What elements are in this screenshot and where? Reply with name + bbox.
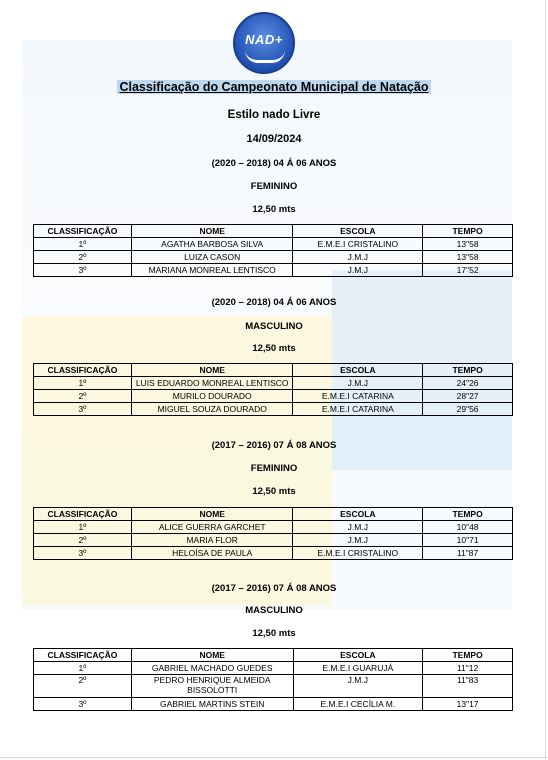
column-header: TEMPO <box>423 649 513 662</box>
school-cell: E.M.E.I CATARINA <box>293 403 423 416</box>
name-cell: LUIZA CASON <box>131 251 293 264</box>
results-table <box>33 224 513 277</box>
section-category: (2020 – 2018) 04 Á 06 ANOS <box>211 158 337 169</box>
time-cell: 11"87 <box>423 547 513 560</box>
school-cell: J.M.J <box>293 251 423 264</box>
section-distance: 12,50 mts <box>252 486 296 497</box>
column-header: NOME <box>131 364 293 377</box>
time-cell: 13"58 <box>423 238 513 251</box>
column-header: NOME <box>131 508 293 521</box>
section-distance: 12,50 mts <box>252 204 296 215</box>
column-header: NOME <box>131 649 293 662</box>
section-category: (2020 – 2018) 04 Á 06 ANOS <box>211 297 337 308</box>
school-cell: J.M.J <box>293 377 423 390</box>
nad-logo <box>233 12 295 74</box>
column-header: CLASSIFICAÇÃO <box>34 225 132 238</box>
column-header: CLASSIFICAÇÃO <box>34 364 132 377</box>
time-cell: 28"27 <box>423 390 513 403</box>
page-edge-right <box>545 0 546 760</box>
section-gender: MASCULINO <box>245 605 303 616</box>
column-header: TEMPO <box>423 508 513 521</box>
background-poster-yellow-panel <box>22 316 332 606</box>
time-cell: 24"26 <box>423 377 513 390</box>
table-row <box>34 264 513 277</box>
table-row <box>34 390 513 403</box>
place-cell: 1º <box>34 377 132 390</box>
school-cell: J.M.J <box>293 264 423 277</box>
name-cell: LUIS EDUARDO MONREAL LENTISCO <box>131 377 293 390</box>
school-cell: J.M.J <box>293 534 423 547</box>
school-cell: J.M.J <box>293 675 423 698</box>
table-row <box>34 377 513 390</box>
table-row <box>34 238 513 251</box>
wave-icon <box>245 50 285 63</box>
name-cell: PEDRO HENRIQUE ALMEIDA BISSOLOTTI <box>131 675 293 698</box>
results-table <box>33 507 513 560</box>
column-header: ESCOLA <box>293 508 423 521</box>
time-cell: 11"12 <box>423 662 513 675</box>
school-cell: E.M.E.I CECÍLIA M. <box>293 698 423 711</box>
place-cell: 1º <box>34 521 132 534</box>
time-cell: 13"58 <box>423 251 513 264</box>
table-row <box>34 534 513 547</box>
name-cell: HELOÍSA DE PAULA <box>131 547 293 560</box>
place-cell: 3º <box>34 403 132 416</box>
name-cell: MURILO DOURADO <box>131 390 293 403</box>
table-row <box>34 251 513 264</box>
place-cell: 3º <box>34 547 132 560</box>
document-title: Classificação do Campeonato Municipal de Natação <box>119 80 429 94</box>
name-cell: MARIA FLOR <box>131 534 293 547</box>
table-row <box>34 547 513 560</box>
section-gender: MASCULINO <box>245 321 303 332</box>
table-row <box>34 521 513 534</box>
page-edge-bottom <box>0 757 548 758</box>
table-header-row <box>34 364 513 377</box>
school-cell: E.M.E.I CRISTALINO <box>293 238 423 251</box>
table-row <box>34 675 513 698</box>
column-header: CLASSIFICAÇÃO <box>34 649 132 662</box>
school-cell: J.M.J <box>293 521 423 534</box>
section-gender: FEMININO <box>250 181 298 192</box>
place-cell: 2º <box>34 534 132 547</box>
column-header: CLASSIFICAÇÃO <box>34 508 132 521</box>
name-cell: MIGUEL SOUZA DOURADO <box>131 403 293 416</box>
school-cell: E.M.E.I CATARINA <box>293 390 423 403</box>
name-cell: GABRIEL MACHADO GUEDES <box>131 662 293 675</box>
table-header-row <box>34 225 513 238</box>
place-cell: 2º <box>34 390 132 403</box>
place-cell: 3º <box>34 264 132 277</box>
section-gender: FEMININO <box>250 463 298 474</box>
time-cell: 29"56 <box>423 403 513 416</box>
section-distance: 12,50 mts <box>252 343 296 354</box>
column-header: ESCOLA <box>293 364 423 377</box>
table-row <box>34 662 513 675</box>
name-cell: MARIANA MONREAL LENTISCO <box>131 264 293 277</box>
section-category: (2017 – 2016) 07 Á 08 ANOS <box>211 583 337 594</box>
place-cell: 1º <box>34 238 132 251</box>
place-cell: 3º <box>34 698 132 711</box>
table-header-row <box>34 649 513 662</box>
results-table <box>33 363 513 416</box>
column-header: TEMPO <box>423 364 513 377</box>
place-cell: 1º <box>34 662 132 675</box>
time-cell: 10"71 <box>423 534 513 547</box>
name-cell: GABRIEL MARTINS STEIN <box>131 698 293 711</box>
school-cell: E.M.E.I GUARUJÁ <box>293 662 423 675</box>
place-cell: 2º <box>34 675 132 698</box>
place-cell: 2º <box>34 251 132 264</box>
time-cell: 10"48 <box>423 521 513 534</box>
column-header: ESCOLA <box>293 649 423 662</box>
table-row <box>34 698 513 711</box>
results-table <box>33 648 513 711</box>
swim-style: Estilo nado Livre <box>227 109 321 121</box>
school-cell: E.M.E.I CRISTALINO <box>293 547 423 560</box>
table-header-row <box>34 508 513 521</box>
logo-text: NAD+ <box>245 32 283 47</box>
event-date: 14/09/2024 <box>246 133 302 145</box>
time-cell: 11"83 <box>423 675 513 698</box>
name-cell: AGATHA BARBOSA SILVA <box>131 238 293 251</box>
section-category: (2017 – 2016) 07 Á 08 ANOS <box>211 440 337 451</box>
column-header: NOME <box>131 225 293 238</box>
column-header: TEMPO <box>423 225 513 238</box>
time-cell: 17"52 <box>423 264 513 277</box>
time-cell: 13"17 <box>423 698 513 711</box>
name-cell: ALICE GUERRA GARCHET <box>131 521 293 534</box>
column-header: ESCOLA <box>293 225 423 238</box>
table-row <box>34 403 513 416</box>
section-distance: 12,50 mts <box>252 628 296 639</box>
